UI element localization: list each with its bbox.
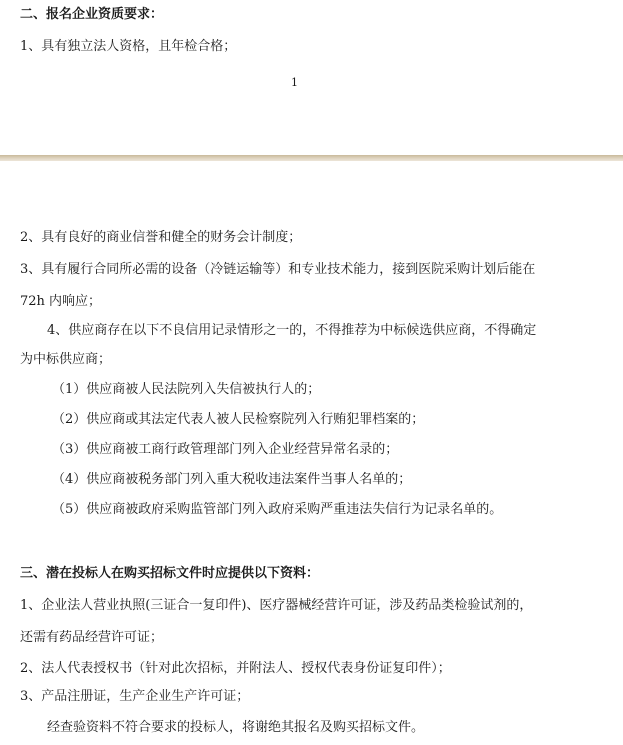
document-page-1 [0,0,623,155]
requirement-3-line-1: 3、具有履行合同所必需的设备（冷链运输等）和专业技术能力，接到医院采购计划后能在 [20,262,536,277]
sub-item-5: （5）供应商被政府采购监管部门列入政府采购严重违法失信行为记录名单的。 [52,502,503,517]
requirement-1: 1、具有独立法人资格，且年检合格； [20,39,237,54]
document-3: 3、产品注册证，生产企业生产许可证； [20,689,250,704]
section-3-heading: 三、潜在投标人在购买招标文件时应提供以下资料： [20,566,320,581]
document-1-line-1: 1、企业法人营业执照(三证合一复印件)、医疗器械经营许可证，涉及药品类检验试剂的， [20,598,533,613]
requirement-3-line-2: 72h 内响应； [20,294,102,309]
sub-item-3: （3）供应商被工商行政管理部门列入企业经营异常名录的； [52,442,399,457]
requirement-2: 2、具有良好的商业信誉和健全的财务会计制度； [20,230,302,245]
sub-item-4: （4）供应商被税务部门列入重大税收违法案件当事人名单的； [52,472,412,487]
requirement-4-line-2: 为中标供应商； [20,352,112,367]
document-1-line-2: 还需有药品经营许可证； [20,630,164,645]
document-page-2 [0,161,623,745]
sub-item-1: （1）供应商被人民法院列入失信被执行人的； [52,382,321,397]
section-2-heading: 二、报名企业资质要求： [20,7,164,22]
requirement-4-line-1: 4、供应商存在以下不良信用记录情形之一的，不得推荐为中标候选供应商，不得确定 [47,323,537,338]
document-2: 2、法人代表授权书（针对此次招标，并附法人、授权代表身份证复印件）； [20,661,451,676]
sub-item-2: （2）供应商或其法定代表人被人民检察院列入行贿犯罪档案的； [52,412,425,427]
verification-note: 经查验资料不符合要求的投标人，将谢绝其报名及购买招标文件。 [47,720,425,735]
page-number: 1 [291,76,298,89]
